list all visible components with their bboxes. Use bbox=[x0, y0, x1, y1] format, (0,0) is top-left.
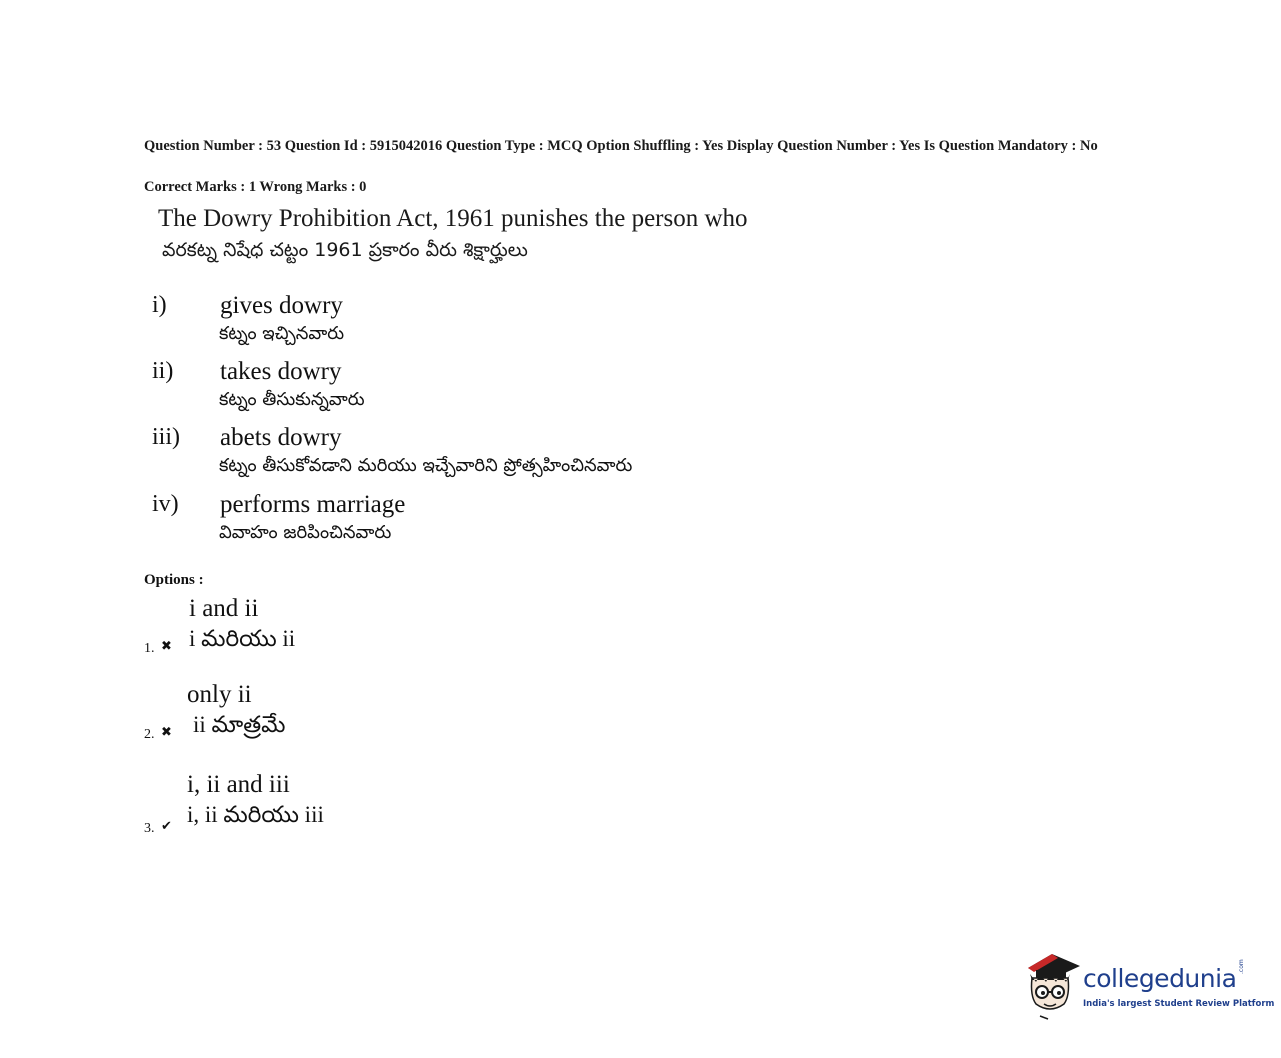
marks-info: Correct Marks : 1 Wrong Marks : 0 bbox=[144, 179, 367, 195]
check-icon: ✔ bbox=[161, 819, 172, 834]
brand-tagline: India's largest Student Review Platform bbox=[1083, 999, 1275, 1009]
option-english: i and ii bbox=[189, 595, 259, 622]
statement-english: performs marriage bbox=[220, 491, 406, 518]
option-telugu: ii మాత్రమే bbox=[193, 712, 286, 737]
statement-english: abets dowry bbox=[220, 424, 342, 451]
option-number: 2. bbox=[144, 727, 155, 742]
option-number: 3. bbox=[144, 821, 155, 836]
option-english: i, ii and iii bbox=[187, 771, 290, 798]
question-metadata: Question Number : 53 Question Id : 5915042016 Question Type : MCQ Option Shuffling : Yes Display Question Number : Yes Is Question Mandatory : No bbox=[144, 138, 1098, 154]
statement-number: iii) bbox=[152, 424, 180, 450]
statement-telugu: కట్నం ఇచ్చినవారు bbox=[219, 323, 345, 344]
cross-icon: ✖ bbox=[161, 725, 172, 740]
question-text-telugu: వరకట్న నిషేధ చట్టం 1961 ప్రకారం వీరు శిక్షార్హులు bbox=[162, 239, 528, 261]
option-english: only ii bbox=[187, 681, 252, 708]
option-number: 1. bbox=[144, 641, 155, 656]
statement-telugu: వివాహం జరిపించినవారు bbox=[219, 522, 392, 543]
statement-telugu: కట్నం తీసుకోవడాని మరియు ఇచ్చేవారిని ప్రోత్సహించినవారు bbox=[219, 455, 633, 476]
brand-domain: .com bbox=[1238, 959, 1245, 974]
collegedunia-logo bbox=[1022, 952, 1275, 1024]
options-heading: Options : bbox=[144, 572, 204, 588]
cross-icon: ✖ bbox=[161, 639, 172, 654]
statement-telugu: కట్నం తీసుకున్నవారు bbox=[219, 389, 365, 410]
statement-english: takes dowry bbox=[220, 358, 342, 385]
statement-number: i) bbox=[152, 292, 167, 318]
mascot-icon bbox=[1022, 952, 1082, 1022]
statement-number: ii) bbox=[152, 358, 174, 384]
option-telugu: i, ii మరియు iii bbox=[187, 802, 324, 827]
statement-number: iv) bbox=[152, 491, 179, 517]
question-text-english: The Dowry Prohibition Act, 1961 punishes the person who bbox=[158, 205, 748, 232]
brand-name: collegedunia bbox=[1083, 964, 1237, 993]
option-telugu: i మరియు ii bbox=[189, 626, 296, 651]
statement-english: gives dowry bbox=[220, 292, 343, 319]
